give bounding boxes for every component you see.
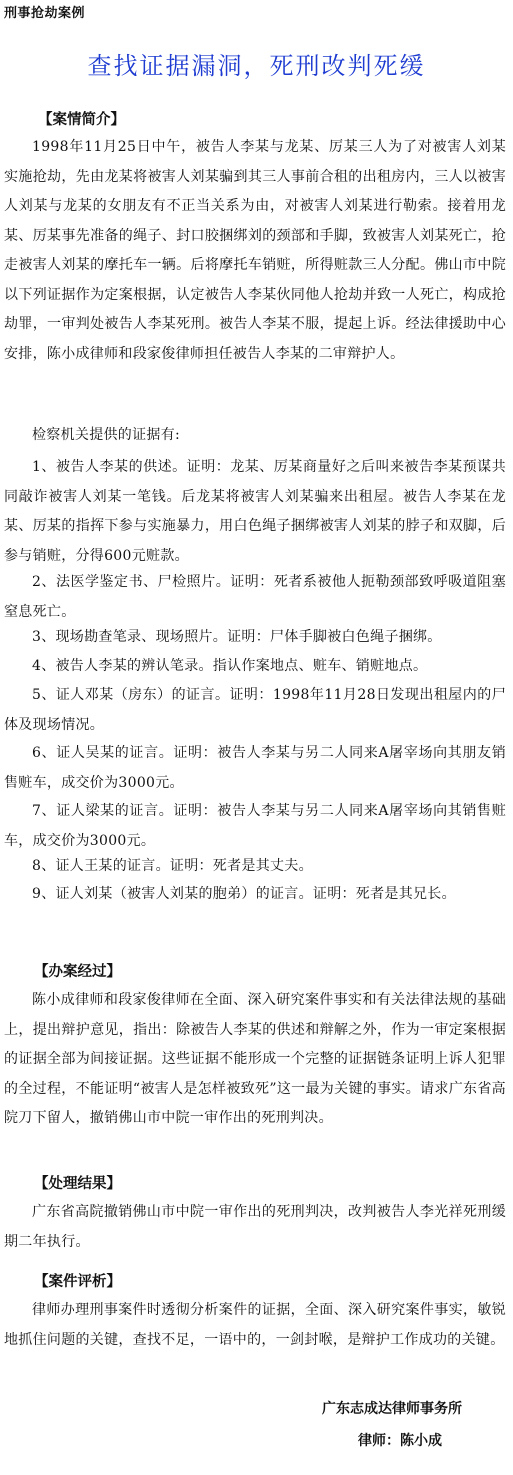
process-paragraph: 陈小成律师和段家俊律师在全面、深入研究案件事实和有关法律法规的基础上，提出辩护意见，指出：除被告人李某的供述和辩解之外，作为一审定案根据的证据全部为间接证据。这些证据不能形成一个完整的证据链条证明上诉人犯罪的全过程，不能证明“被害人是怎样被致死”这一最为关键的事实。请求广东省高院刀下留人，撤销佛山市中院一审作出的死刑判决。 [4, 992, 506, 1126]
evidence-item-2: 2、法医学鉴定书、尸检照片。证明：死者系被他人扼勒颈部致呼吸道阻塞窒息死亡。 [4, 574, 506, 620]
evidence-item-7: 7、证人梁某的证言。证明：被告人李某与另二人同来A屠宰场向其销售赃车，成交价为3000元。 [4, 803, 506, 849]
result-heading: 【处理结果】 [34, 1175, 121, 1192]
evidence-item-3: 3、现场勘查笔录、现场照片。证明：尸体手脚被白色绳子捆绑。 [32, 629, 442, 645]
signature-lawyer: 律师：陈小成 [358, 1433, 442, 1449]
evidence-item-9: 9、证人刘某（被害人刘某的胞弟）的证言。证明：死者是其兄长。 [32, 886, 456, 902]
result-paragraph: 广东省高院撤销佛山市中院一审作出的死刑判决，改判被告人李光祥死刑缓期二年执行。 [4, 1204, 506, 1250]
case-summary-heading: 【案情简介】 [38, 111, 125, 128]
category-label: 刑事抢劫案例 [4, 6, 86, 21]
process-heading: 【办案经过】 [34, 963, 121, 980]
review-heading: 【案件评析】 [34, 1273, 121, 1290]
signature-firm: 广东志成达律师事务所 [322, 1401, 462, 1417]
page-title: 查找证据漏洞，死刑改判死缓 [87, 52, 426, 80]
evidence-item-5: 5、证人邓某（房东）的证言。证明：1998年11月28日发现出租屋内的尸体及现场情况。 [4, 687, 506, 733]
case-summary-paragraph: 1998年11月25日中午，被告人李某与龙某、厉某三人为了对被害人刘某实施抢劫，先由龙某将被害人刘某骗到其三人事前合租的出租房内，三人以被害人刘某与龙某的女朋友有不正当关系为由，对被害人刘某进行勒索。接着用龙某、厉某事先准备的绳子、封口胶捆绑刘的颈部和手脚，致被害人刘某死亡，抢走被害人刘某的摩托车一辆。后将摩托车销赃，所得赃款三人分配。佛山市中院以下列证据作为定案根据，认定被告人李某伙同他人抢劫并致一人死亡，构成抢劫罪，一审判处被告人李某死刑。被告人李某不服，提起上诉。经法律援助中心安排，陈小成律师和段家俊律师担任被告人李某的二审辩护人。 [4, 139, 506, 362]
evidence-item-6: 6、证人吴某的证言。证明：被告人李某与另二人同来A屠宰场向其朋友销售赃车，成交价为3000元。 [4, 745, 506, 791]
evidence-intro: 检察机关提供的证据有: [32, 427, 181, 443]
evidence-item-8: 8、证人王某的证言。证明：死者是其丈夫。 [32, 858, 313, 874]
evidence-item-4: 4、被告人李某的辨认笔录。指认作案地点、赃车、销赃地点。 [32, 658, 428, 674]
evidence-item-1: 1、被告人李某的供述。证明：龙某、厉某商量好之后叫来被告李某预谋共同敲诈被害人刘某一笔钱。后龙某将被害人刘某骗来出租屋。被告人李某在龙某、厉某的指挥下参与实施暴力，用白色绳子捆绑被害人刘某的脖子和双脚，后参与销赃，分得600元赃款。 [4, 459, 506, 564]
review-paragraph: 律师办理刑事案件时透彻分析案件的证据，全面、深入研究案件事实，敏锐地抓住问题的关键，查找不足，一语中的，一剑封喉，是辩护工作成功的关键。 [4, 1302, 506, 1348]
